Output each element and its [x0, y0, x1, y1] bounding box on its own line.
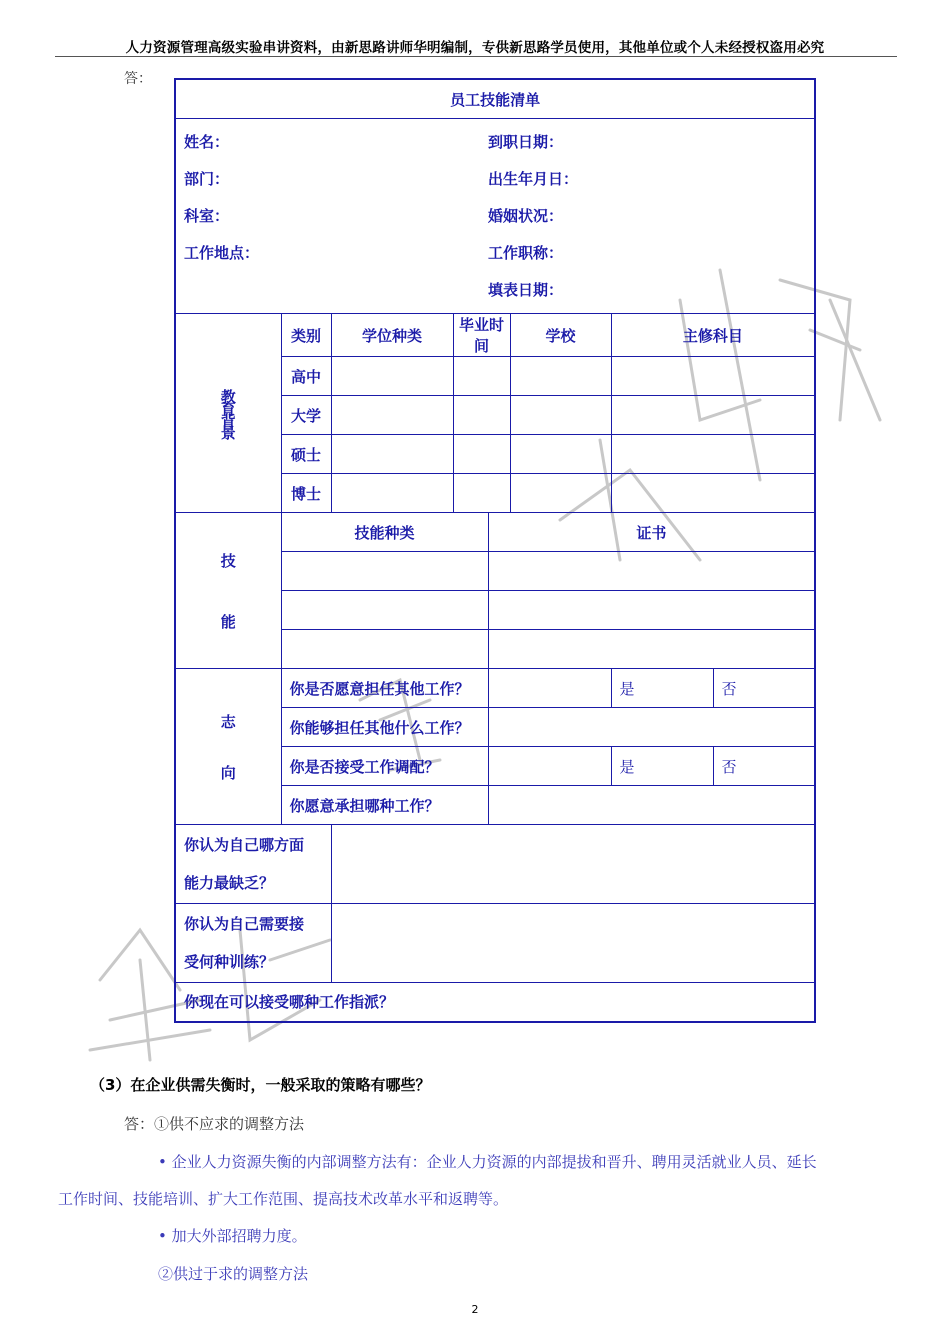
certificate-cell[interactable]	[488, 591, 815, 630]
job-title-label: 工作职称：	[488, 244, 564, 262]
certificate-cell[interactable]	[488, 552, 815, 591]
assignment-question[interactable]: 你现在可以接受哪种工作指派？	[175, 983, 815, 1022]
intent-q3: 你是否接受工作调配？	[281, 747, 488, 786]
edu-header-grad-time: 毕业时间	[453, 314, 510, 357]
edu-cell[interactable]	[510, 435, 611, 474]
sub2-heading: ②供过于求的调整方法	[158, 1265, 309, 1283]
edu-cell[interactable]	[453, 396, 510, 435]
edu-cell[interactable]	[453, 357, 510, 396]
page-header: 人力资源管理高级实验串讲资料，由新思路讲师华明编制，专供新思路学员使用，其他单位或个人未经授权盗用必究	[125, 40, 825, 56]
lack-ability-answer[interactable]	[331, 825, 815, 904]
intent-q2: 你能够担任其他什么工作？	[281, 708, 488, 747]
bullet1-line1: • 企业人力资源失衡的内部调整方法有：企业人力资源的内部提拔和晋升、聘用灵活就业人员、延长	[158, 1153, 817, 1171]
education-label: 教育背景	[175, 314, 281, 513]
bullet1-line2: 工作时间、技能培训、扩大工作范围、提高技术改革水平和返聘等。	[58, 1190, 509, 1208]
work-location-label: 工作地点：	[184, 244, 260, 262]
edu-cell[interactable]	[453, 474, 510, 513]
department-label: 部门：	[184, 170, 230, 188]
skills-header-type: 技能种类	[281, 513, 488, 552]
edu-cell[interactable]	[611, 435, 815, 474]
edu-row-university: 大学	[281, 396, 331, 435]
office-label: 科室：	[184, 207, 230, 225]
employee-skill-inventory-form	[174, 78, 816, 1023]
lack-ability-line-2: 能力最缺乏？	[184, 874, 275, 892]
edu-header-category: 类别	[281, 314, 331, 357]
skills-header-certificate: 证书	[488, 513, 815, 552]
edu-cell[interactable]	[331, 474, 453, 513]
edu-cell[interactable]	[453, 435, 510, 474]
answer-label: 答：	[124, 71, 152, 87]
intent-q3-answer[interactable]	[488, 747, 611, 786]
edu-row-high-school: 高中	[281, 357, 331, 396]
intent-q4-answer[interactable]	[488, 786, 815, 825]
edu-header-school: 学校	[510, 314, 611, 357]
edu-cell[interactable]	[611, 396, 815, 435]
bullet2: • 加大外部招聘力度。	[158, 1227, 307, 1245]
form-title: 员工技能清单	[175, 79, 815, 119]
skills-label-cell	[175, 513, 281, 669]
edu-row-doctor: 博士	[281, 474, 331, 513]
intent-q1-no[interactable]: 否	[713, 669, 815, 708]
edu-row-master: 硕士	[281, 435, 331, 474]
intent-q1-answer[interactable]	[488, 669, 611, 708]
skill-cell[interactable]	[281, 630, 488, 669]
skills-label-1: 技	[220, 551, 236, 570]
lack-ability-question	[175, 825, 331, 904]
birth-date-label: 出生年月日：	[488, 170, 579, 188]
header-rule	[55, 56, 897, 57]
edu-cell[interactable]	[331, 396, 453, 435]
section3-question: （3）在企业供需失衡时，一般采取的策略有哪些？	[90, 1076, 431, 1094]
skill-cell[interactable]	[281, 552, 488, 591]
training-question	[175, 904, 331, 983]
lack-ability-line-1: 你认为自己哪方面	[184, 836, 305, 854]
section3-answer-intro	[124, 1113, 304, 1134]
fill-date-label: 填表日期：	[488, 281, 564, 299]
edu-header-major: 主修科目	[611, 314, 815, 357]
edu-cell[interactable]	[510, 474, 611, 513]
skills-label-2: 能	[220, 612, 236, 631]
training-line-1: 你认为自己需要接	[184, 915, 305, 933]
training-line-2: 受何种训练？	[184, 953, 275, 971]
intent-q2-answer[interactable]	[488, 708, 815, 747]
certificate-cell[interactable]	[488, 630, 815, 669]
intent-q3-yes[interactable]: 是	[611, 747, 713, 786]
edu-cell[interactable]	[611, 474, 815, 513]
intent-q1: 你是否愿意担任其他工作？	[281, 669, 488, 708]
edu-cell[interactable]	[510, 396, 611, 435]
start-date-label: 到职日期：	[488, 133, 564, 151]
edu-cell[interactable]	[331, 357, 453, 396]
intent-q3-no[interactable]: 否	[713, 747, 815, 786]
edu-cell[interactable]	[611, 357, 815, 396]
intent-label-cell	[175, 669, 281, 825]
edu-cell[interactable]	[331, 435, 453, 474]
personal-info-section	[175, 119, 815, 314]
intent-q1-yes[interactable]: 是	[611, 669, 713, 708]
page-number: 2	[471, 1303, 479, 1316]
answer-intro-text: 答：①供不应求的调整方法	[124, 1115, 305, 1133]
skill-cell[interactable]	[281, 591, 488, 630]
training-answer[interactable]	[331, 904, 815, 983]
name-label: 姓名：	[184, 133, 230, 151]
intent-label-1: 志	[220, 712, 236, 731]
intent-label-2: 向	[220, 763, 236, 782]
edu-header-degree: 学位种类	[331, 314, 453, 357]
marital-status-label: 婚姻状况：	[488, 207, 564, 225]
edu-cell[interactable]	[510, 357, 611, 396]
intent-q4: 你愿意承担哪种工作？	[281, 786, 488, 825]
